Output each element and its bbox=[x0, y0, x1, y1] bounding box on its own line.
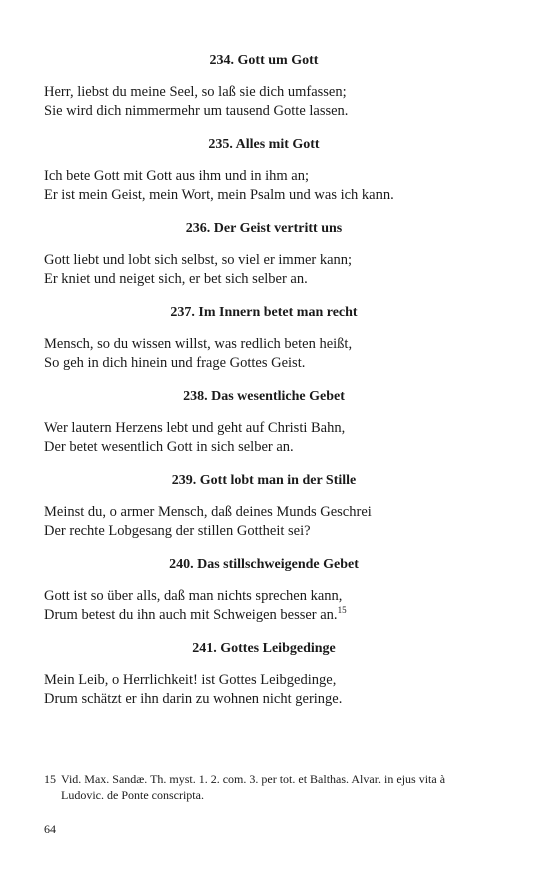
poem-title: 235. Alles mit Gott bbox=[208, 137, 320, 152]
poem-line: So geh in dich hinein und frage Gottes Geist. bbox=[44, 355, 306, 371]
poem-line: Wer lautern Herzens lebt und geht auf Christi Bahn, bbox=[44, 420, 346, 436]
poem-lines bbox=[44, 167, 484, 205]
poem-lines bbox=[44, 83, 484, 121]
footnote-reference: 15 bbox=[337, 605, 347, 615]
page-number: 64 bbox=[44, 822, 56, 836]
poem-lines bbox=[44, 503, 484, 541]
poem-234 bbox=[44, 52, 484, 121]
poem-title: 234. Gott um Gott bbox=[209, 53, 319, 68]
poem-lines bbox=[44, 419, 484, 457]
poem-line: Mensch, so du wissen willst, was redlich beten heißt, bbox=[44, 336, 353, 352]
poem-lines bbox=[44, 587, 484, 625]
poem-line: Sie wird dich nimmermehr um tausend Gotte lassen. bbox=[44, 103, 349, 119]
poem-line: Der betet wesentlich Gott in sich selber an. bbox=[44, 439, 294, 455]
poem-239 bbox=[44, 472, 484, 541]
poem-line-text: Drum betest du ihn auch mit Schweigen besser an. bbox=[44, 607, 338, 623]
poem-title: 238. Das wesentliche Gebet bbox=[183, 389, 345, 404]
poem-line: Er kniet und neiget sich, er bet sich selber an. bbox=[44, 271, 308, 287]
poem-237 bbox=[44, 304, 484, 373]
poem-line: Gott ist so über alls, daß man nichts sprechen kann, bbox=[44, 588, 343, 604]
poem-title: 239. Gott lobt man in der Stille bbox=[171, 473, 357, 488]
poem-line: Er ist mein Geist, mein Wort, mein Psalm und was ich kann. bbox=[44, 187, 394, 203]
footnote bbox=[44, 771, 474, 803]
poem-title: 240. Das stillschweigende Gebet bbox=[169, 557, 359, 572]
poem-236 bbox=[44, 220, 484, 289]
footnote-text: Vid. Max. Sandæ. Th. myst. 1. 2. com. 3. per tot. et Balthas. Alvar. in ejus vita à Ludovic. de Ponte conscripta. bbox=[61, 772, 446, 802]
poem-line bbox=[44, 606, 484, 625]
poem-238 bbox=[44, 388, 484, 457]
poem-title: 236. Der Geist vertritt uns bbox=[185, 221, 343, 236]
poem-title: 237. Im Innern betet man recht bbox=[170, 305, 358, 320]
poem-240 bbox=[44, 556, 484, 625]
poem-241 bbox=[44, 640, 484, 709]
poem-line: Mein Leib, o Herrlichkeit! ist Gottes Leibgedinge, bbox=[44, 672, 337, 688]
poem-line: Gott liebt und lobt sich selbst, so viel er immer kann; bbox=[44, 252, 353, 268]
poem-line: Ich bete Gott mit Gott aus ihm und in ihm an; bbox=[44, 168, 309, 184]
poem-line: Der rechte Lobgesang der stillen Gottheit sei? bbox=[44, 523, 311, 539]
poem-lines bbox=[44, 335, 484, 373]
poem-235 bbox=[44, 136, 484, 205]
poem-lines bbox=[44, 251, 484, 289]
poem-lines bbox=[44, 671, 484, 709]
poem-line: Meinst du, o armer Mensch, daß deines Munds Geschrei bbox=[44, 504, 372, 520]
footnote-number: 15 bbox=[44, 772, 56, 786]
poem-line: Herr, liebst du meine Seel, so laß sie dich umfassen; bbox=[44, 84, 347, 100]
poem-title: 241. Gottes Leibgedinge bbox=[192, 641, 336, 656]
poem-line: Drum schätzt er ihn darin zu wohnen nicht geringe. bbox=[44, 691, 343, 707]
